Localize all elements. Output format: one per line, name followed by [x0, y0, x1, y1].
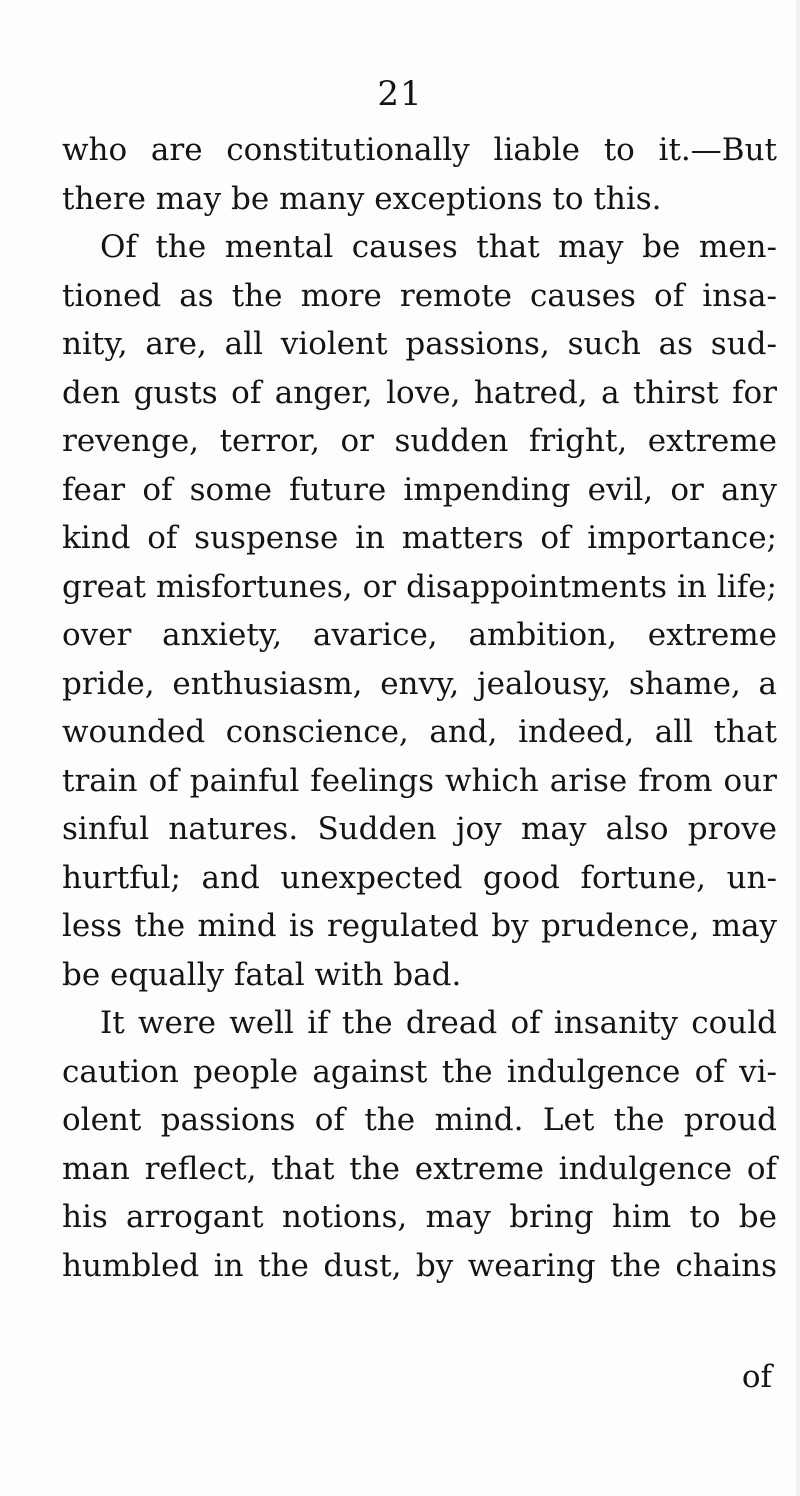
text-line: who are constitutionally liable to it.—But — [62, 132, 777, 168]
text-line: be equally fatal with bad. — [62, 956, 462, 993]
text-line: Of the mental causes that may be men- — [100, 229, 777, 265]
text-line: tioned as the more remote causes of insa- — [62, 277, 777, 314]
body-text — [62, 126, 777, 1290]
text-line: his arrogant notions, may bring him to be — [62, 1199, 777, 1235]
text-line: man reflect, that the extreme indulgence of — [62, 1150, 777, 1187]
text-line: kind of suspense in matters of importance; — [62, 520, 777, 556]
page-number: 21 — [377, 74, 423, 114]
page-edge — [796, 0, 800, 1496]
text-line: over anxiety, avarice, ambition, extreme — [62, 617, 777, 653]
text-line: wounded conscience, and, indeed, all that — [62, 714, 777, 750]
text-line: revenge, terror, or sudden fright, extreme — [62, 423, 777, 459]
text-line: pride, enthusiasm, envy, jealousy, shame, a — [62, 665, 777, 702]
catchword: of — [741, 1359, 772, 1395]
text-line: caution people against the indulgence of vi- — [62, 1053, 777, 1090]
text-line: less the mind is regulated by prudence, may — [62, 908, 777, 944]
text-line: It were well if the dread of insanity could — [100, 1005, 777, 1041]
text-line: there may be many exceptions to this. — [62, 180, 662, 217]
text-line: fear of some future impending evil, or any — [62, 471, 777, 508]
text-line: nity, are, all violent passions, such as sud- — [62, 326, 777, 362]
text-line: great misfortunes, or disappointments in life; — [62, 568, 777, 605]
text-line: humbled in the dust, by wearing the chains — [62, 1247, 777, 1284]
text-line: hurtful; and unexpected good fortune, un- — [62, 859, 777, 896]
text-line: sinful natures. Sudden joy may also prove — [62, 811, 777, 847]
text-line: olent passions of the mind. Let the proud — [62, 1102, 777, 1138]
text-line: train of painful feelings which arise from our — [62, 762, 777, 799]
text-line: den gusts of anger, love, hatred, a thirst for — [62, 374, 777, 411]
